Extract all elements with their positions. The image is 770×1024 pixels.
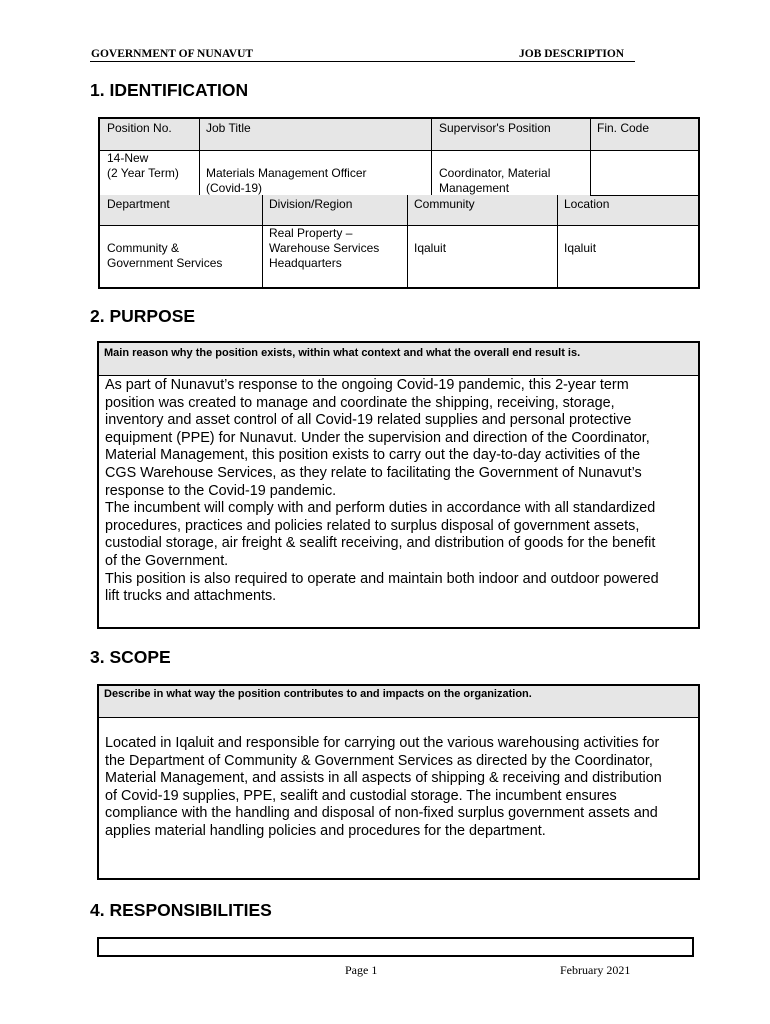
label-position-no: Position No. — [107, 121, 172, 135]
scope-divider — [98, 717, 699, 718]
id-vline — [431, 117, 432, 195]
responsibilities-box — [97, 937, 694, 957]
label-division: Division/Region — [269, 197, 353, 211]
purpose-divider — [98, 375, 699, 376]
value-division: Real Property – Warehouse Services Headquarters — [269, 226, 380, 270]
value-position-no: 14-New (2 Year Term) — [107, 151, 179, 180]
label-community: Community — [414, 197, 475, 211]
purpose-prompt: Main reason why the position exists, within what context and what the overall end result is. — [104, 347, 581, 359]
label-supervisor: Supervisor's Position — [439, 121, 551, 135]
id-vline — [590, 117, 591, 195]
header-rule — [90, 61, 635, 62]
value-community: Iqaluit — [414, 241, 447, 255]
footer-date: February 2021 — [560, 963, 631, 977]
purpose-body: As part of Nunavut’s response to the ongoing Covid-19 pandemic, this 2-year term position was created to manage and coordinate the shipping, receiving, storage, inventory and asset control of all Covid-19 related supplies and personal protective equipment (PPE) for Nunavut. Under the supervision and direction of the Coordinator, Material Management, this position exists to carry out the day-to-day activities of the CGS Warehouse Services, as they relate to facilitating the Government of Nunavut’s response to the Covid-19 pandemic. The incumbent will comply with and perform duties in accordance with all standardized procedures, practices and policies related to surplus disposal of government assets, custodial storage, air freight & sealift receiving, and distribution of goods for the benefit of the Government. This position is also required to operate and maintain both indoor and outdoor powered lift trucks and attachments. — [105, 377, 659, 605]
label-department: Department — [107, 197, 170, 211]
footer-page: Page 1 — [345, 963, 378, 977]
scope-heading: 3. SCOPE — [90, 647, 171, 667]
label-job-title: Job Title — [206, 121, 251, 135]
id-hline — [98, 150, 700, 151]
label-fin-code: Fin. Code — [597, 121, 650, 135]
id-hline — [590, 195, 700, 196]
value-job-title: Materials Management Officer (Covid-19) — [206, 166, 367, 195]
header-right: JOB DESCRIPTION — [519, 48, 625, 60]
value-supervisor: Coordinator, Material Management — [439, 166, 551, 195]
identification-table — [98, 117, 700, 289]
id-vline — [557, 195, 558, 289]
scope-body: Located in Iqaluit and responsible for carrying out the various warehousing activities for the Department of Community & Government Services as directed by the Coordinator, Material Management, and assists in all aspects of shipping & receiving and distribution of Covid-19 supplies, PPE, sealift and custodial storage. The incumbent ensures compliance with the handling and disposal of non-fixed surplus government assets and applies material handling policies and procedures for the department. — [105, 735, 662, 839]
value-department: Community & Government Services — [107, 241, 223, 270]
id-vline — [199, 117, 200, 195]
purpose-heading: 2. PURPOSE — [90, 306, 196, 326]
header-left: GOVERNMENT OF NUNAVUT — [91, 48, 254, 60]
identification-heading: 1. IDENTIFICATION — [90, 80, 249, 100]
value-location: Iqaluit — [564, 241, 597, 255]
id-hline — [98, 225, 700, 226]
id-vline — [262, 195, 263, 289]
responsibilities-heading: 4. RESPONSIBILITIES — [90, 900, 272, 920]
scope-prompt: Describe in what way the position contributes to and impacts on the organization. — [104, 688, 532, 700]
label-location: Location — [564, 197, 610, 211]
id-vline — [407, 195, 408, 289]
